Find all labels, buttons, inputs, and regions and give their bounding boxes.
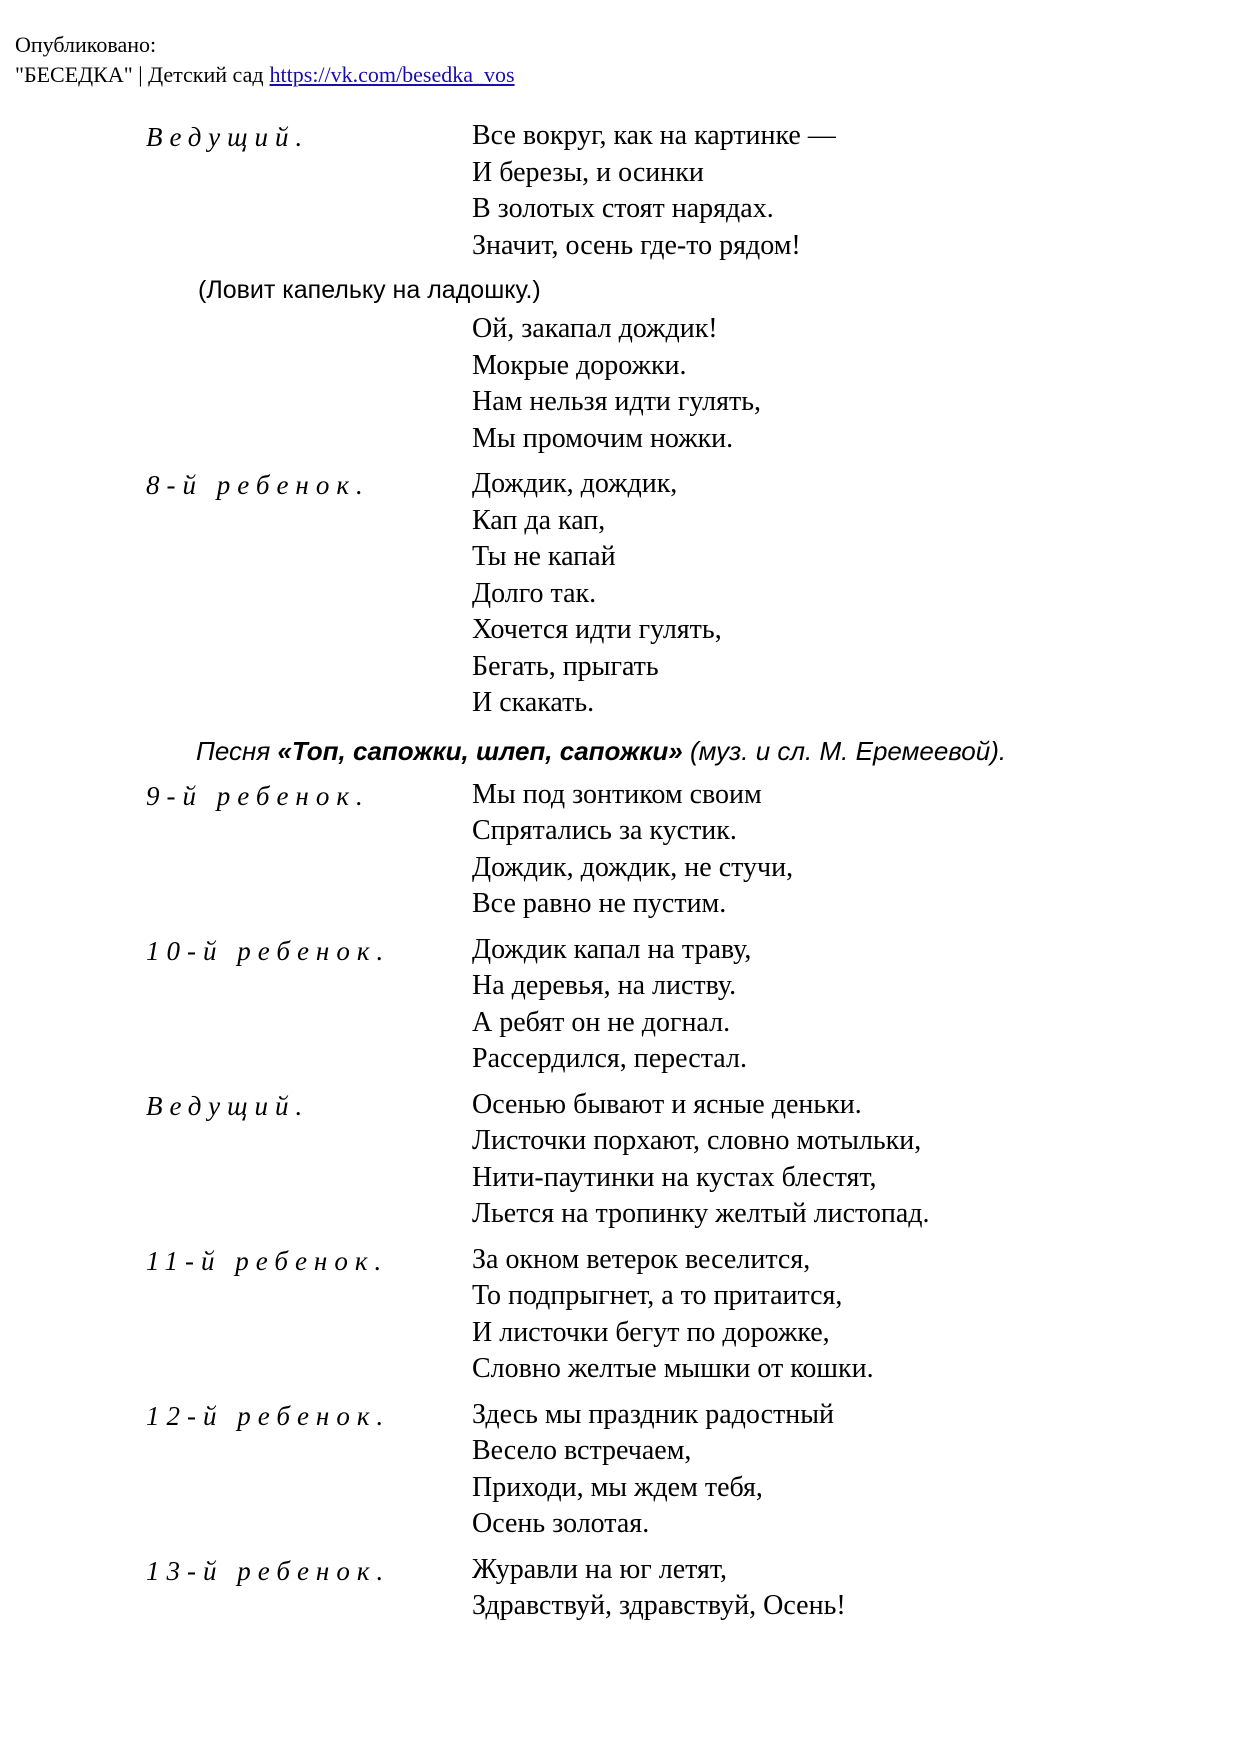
speaker-label: 9-й ребенок. [146, 780, 370, 811]
verse-line: В золотых стоят нарядах. [472, 193, 774, 224]
verse-line: Все равно не пустим. [472, 888, 727, 919]
dialogue-block [146, 1397, 1146, 1543]
verse-line: Ой, закапал дождик! [472, 313, 718, 344]
verse-line: На деревья, на листву. [472, 970, 737, 1001]
source-link[interactable]: https://vk.com/besedka_vos [269, 62, 515, 87]
speaker-label: 13-й ребенок. [146, 1555, 391, 1586]
verse-line: И скакать. [472, 687, 595, 718]
verse-line: Словно желтые мышки от кошки. [472, 1353, 874, 1384]
source-label: "БЕСЕДКА" | Детский сад [15, 62, 264, 87]
speaker-label: Ведущий. [146, 122, 310, 152]
verse-line: Осенью бывают и ясные деньки. [472, 1088, 862, 1120]
speaker-label: 8-й ребенок. [146, 470, 370, 500]
speaker-label: 11-й ребенок. [146, 1245, 389, 1276]
verse-line: Дождик, дождик, [472, 468, 678, 499]
verse-line: Долго так. [472, 577, 597, 609]
speaker-label: Ведущий. [146, 1090, 310, 1121]
verse-line: То подпрыгнет, а то притаится, [472, 1280, 843, 1311]
verse-line: Льется на тропинку желтый листопад. [472, 1198, 930, 1229]
verse-line: Осень золотая. [472, 1508, 650, 1539]
verse-lines [472, 466, 722, 722]
verse-lines [472, 932, 751, 1078]
verse-line: Рассердился, перестал. [472, 1043, 747, 1074]
verse-line: Ты не капай [472, 541, 616, 572]
verse-line: Весело встречаем, [472, 1435, 692, 1466]
song-suffix: (муз. и сл. М. Еремеевой). [682, 735, 1007, 766]
verse-line: Нам нельзя идти гулять, [472, 386, 762, 417]
dialogue-block [146, 1087, 1146, 1233]
song-prefix: Песня [196, 735, 278, 766]
speaker-label: 10-й ребенок. [146, 935, 391, 966]
verse-line: Кап да кап, [472, 504, 606, 536]
dialogue-block [146, 118, 1146, 264]
speaker-label: 12-й ребенок. [146, 1400, 391, 1431]
verse-lines [472, 311, 761, 457]
verse-lines [472, 777, 793, 923]
verse-lines [472, 1087, 930, 1233]
verse-lines [472, 118, 836, 264]
verse-line: А ребят он не догнал. [472, 1006, 731, 1038]
verse-line: Дождик, дождик, не стучи, [472, 851, 794, 883]
verse-line: И листочки бегут по дорожке, [472, 1316, 830, 1348]
verse-line: Здравствуй, здравствуй, Осень! [472, 1590, 846, 1621]
dialogue-block [146, 932, 1146, 1078]
published-label: Опубликовано: [15, 32, 157, 57]
verse-line: Все вокруг, как на картинке — [472, 120, 836, 151]
verse-line: Хочется идти гулять, [472, 614, 722, 645]
verse-lines [472, 1552, 846, 1625]
dialogue-block [146, 311, 1146, 457]
song-note [196, 731, 1146, 771]
verse-line: Журавли на юг летят, [472, 1553, 728, 1585]
verse-line: Здесь мы праздник радостный [472, 1398, 835, 1430]
verse-line: Нити-паутинки на кустах блестят, [472, 1161, 877, 1193]
verse-line: Листочки порхают, словно мотыльки, [472, 1125, 922, 1156]
verse-line: Спрятались за кустик. [472, 815, 737, 846]
verse-line: Приходи, мы ждем тебя, [472, 1471, 763, 1503]
dialogue-block [146, 1242, 1146, 1388]
song-title: «Топ, сапожки, шлеп, сапожки» [277, 735, 683, 766]
verse-line: И березы, и осинки [472, 156, 704, 188]
script-body [146, 118, 1146, 1634]
verse-line: Дождик капал на траву, [472, 933, 752, 965]
publication-note [15, 30, 515, 90]
dialogue-block [146, 1552, 1146, 1625]
verse-line: Мокрые дорожки. [472, 349, 687, 381]
verse-line: Мы промочим ножки. [472, 422, 734, 454]
verse-line: За окном ветерок веселится, [472, 1243, 811, 1275]
verse-line: Мы под зонтиком своим [472, 778, 762, 810]
dialogue-block [146, 777, 1146, 923]
verse-line: Значит, осень где-то рядом! [472, 229, 801, 261]
verse-lines [472, 1397, 834, 1543]
verse-line: Бегать, прыгать [472, 650, 659, 682]
dialogue-block [146, 466, 1146, 722]
speaker-label [146, 311, 472, 312]
source-line [15, 60, 515, 90]
verse-lines [472, 1242, 874, 1388]
stage-direction: (Ловит капельку на ладошку.) [198, 276, 541, 304]
